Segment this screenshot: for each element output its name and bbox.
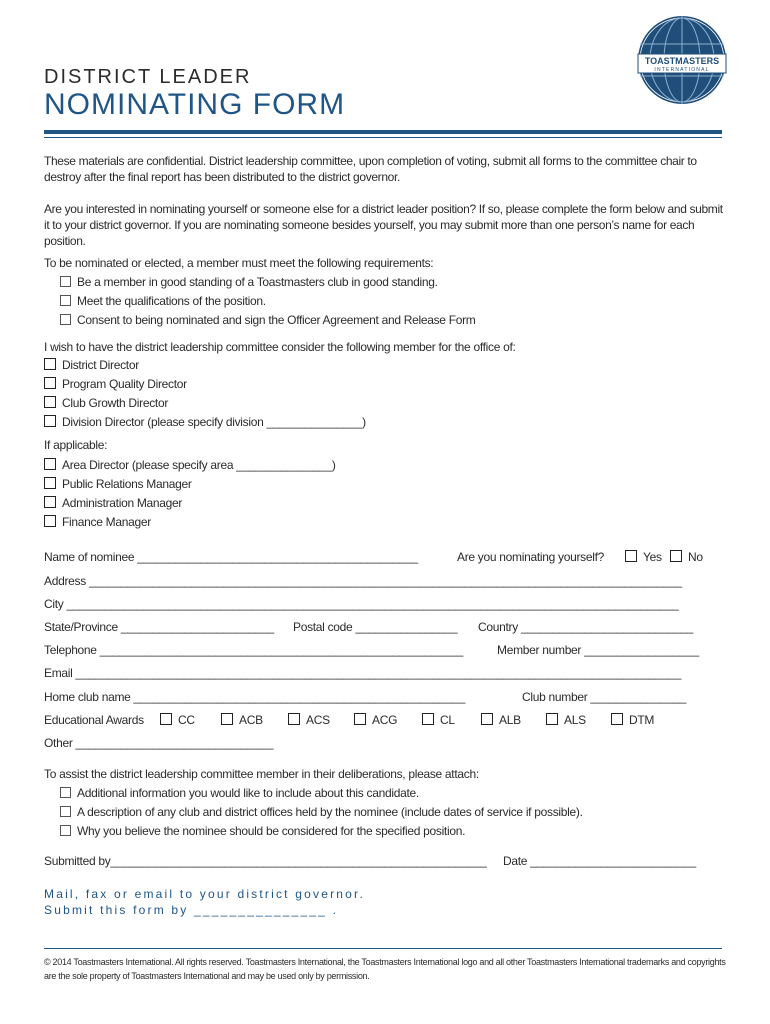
confidential-paragraph: These materials are confidential. District leadership committee, upon completion of voting, submit all forms to the committee chair to destroy after the final report has been distributed to the district governor.: [44, 154, 697, 184]
checkbox-icon[interactable]: [670, 550, 682, 562]
submit-deadline: Submit this form by _______________ .: [44, 903, 339, 917]
member-number-field[interactable]: Member number __________________: [497, 643, 699, 657]
requirement-item: Consent to being nominated and sign the Officer Agreement and Release Form: [60, 313, 476, 327]
checkbox-icon: [60, 314, 71, 325]
award-option-acg[interactable]: ACG: [354, 713, 397, 727]
office-option-district-director[interactable]: District Director: [44, 358, 139, 372]
office-option-finance-manager[interactable]: Finance Manager: [44, 515, 151, 529]
nominee-name-field[interactable]: Name of nominee ____________________________________________: [44, 550, 418, 564]
header-rule-thick: [44, 130, 722, 134]
requirement-item: Be a member in good standing of a Toastmasters club in good standing.: [60, 275, 438, 289]
offices-heading: I wish to have the district leadership committee consider the following member for the office of:: [44, 340, 516, 354]
checkbox-icon[interactable]: [44, 396, 56, 408]
toastmasters-logo: [636, 14, 728, 106]
requirement-item: Meet the qualifications of the position.: [60, 294, 266, 308]
footer-rule: [44, 948, 722, 949]
checkbox-icon[interactable]: [611, 713, 623, 725]
checkbox-icon[interactable]: [44, 415, 56, 427]
checkbox-icon: [60, 806, 71, 817]
date-field[interactable]: Date __________________________: [503, 854, 696, 868]
attach-item: A description of any club and district offices held by the nominee (include dates of service if possible).: [60, 805, 583, 819]
award-option-alb[interactable]: ALB: [481, 713, 521, 727]
checkbox-icon[interactable]: [44, 377, 56, 389]
copyright-notice: © 2014 Toastmasters International. All rights reserved. Toastmasters International, the Toastmasters International logo and all other Toastmasters International trademarks and copyrights are the sole property of Toastmasters International and may be used only by permission.: [44, 957, 726, 981]
checkbox-icon: [60, 825, 71, 836]
award-option-cl[interactable]: CL: [422, 713, 455, 727]
self-nomination-yes[interactable]: Yes: [625, 550, 662, 564]
checkbox-icon: [60, 295, 71, 306]
page-title: NOMINATING FORM: [44, 88, 346, 121]
self-nomination-no[interactable]: No: [670, 550, 703, 564]
logo-text-bottom: INTERNATIONAL: [654, 67, 710, 73]
award-option-cc[interactable]: CC: [160, 713, 195, 727]
submitted-by-field[interactable]: Submitted by___________________________________________________________: [44, 854, 487, 868]
office-option-program-quality-director[interactable]: Program Quality Director: [44, 377, 187, 391]
state-province-field[interactable]: State/Province ________________________: [44, 620, 274, 634]
other-award-field[interactable]: Other _______________________________: [44, 736, 274, 750]
checkbox-icon[interactable]: [288, 713, 300, 725]
telephone-field[interactable]: Telephone _________________________________________________________: [44, 643, 464, 657]
postal-code-field[interactable]: Postal code ________________: [293, 620, 458, 634]
checkbox-icon[interactable]: [44, 358, 56, 370]
checkbox-icon[interactable]: [422, 713, 434, 725]
mail-instruction: Mail, fax or email to your district governor.: [44, 887, 366, 901]
interest-paragraph: Are you interested in nominating yourself or someone else for a district leader position? If so, please complete the form below and submit it to your district governor. If you are nominating someone besides yourself, you may submit more than one person’s name for each position.: [44, 202, 723, 248]
office-option-administration-manager[interactable]: Administration Manager: [44, 496, 182, 510]
checkbox-icon[interactable]: [44, 496, 56, 508]
city-field[interactable]: City ________________________________________________________________________________________________: [44, 597, 679, 611]
checkbox-icon[interactable]: [354, 713, 366, 725]
club-number-field[interactable]: Club number _______________: [522, 690, 687, 704]
email-field[interactable]: Email _______________________________________________________________________________________________: [44, 666, 682, 680]
checkbox-icon[interactable]: [160, 713, 172, 725]
checkbox-icon: [60, 787, 71, 798]
attach-item: Why you believe the nominee should be considered for the specified position.: [60, 824, 465, 838]
country-field[interactable]: Country ___________________________: [478, 620, 694, 634]
office-option-division-director[interactable]: Division Director (please specify division _______________): [44, 415, 366, 429]
home-club-field[interactable]: Home club name ____________________________________________________: [44, 690, 465, 704]
office-option-public-relations-manager[interactable]: Public Relations Manager: [44, 477, 192, 491]
award-option-acs[interactable]: ACS: [288, 713, 330, 727]
attach-item: Additional information you would like to include about this candidate.: [60, 786, 419, 800]
award-option-dtm[interactable]: DTM: [611, 713, 654, 727]
award-option-als[interactable]: ALS: [546, 713, 586, 727]
checkbox-icon[interactable]: [221, 713, 233, 725]
checkbox-icon[interactable]: [625, 550, 637, 562]
header-rule-thin: [44, 137, 722, 138]
self-nomination-question: Are you nominating yourself?: [457, 550, 605, 564]
office-option-area-director[interactable]: Area Director (please specify area _______________): [44, 458, 336, 472]
award-option-acb[interactable]: ACB: [221, 713, 263, 727]
attach-heading: To assist the district leadership committee member in their deliberations, please attach:: [44, 767, 479, 781]
address-field[interactable]: Address _____________________________________________________________________________________________: [44, 574, 682, 588]
checkbox-icon[interactable]: [44, 477, 56, 489]
educational-awards-label: Educational Awards: [44, 713, 144, 727]
if-applicable-label: If applicable:: [44, 438, 108, 452]
checkbox-icon[interactable]: [44, 515, 56, 527]
logo-text-top: TOASTMASTERS: [644, 56, 720, 66]
checkbox-icon[interactable]: [481, 713, 493, 725]
checkbox-icon[interactable]: [44, 458, 56, 470]
requirements-heading: To be nominated or elected, a member must meet the following requirements:: [44, 256, 434, 270]
title-line-1: DISTRICT LEADER: [44, 66, 252, 88]
office-option-club-growth-director[interactable]: Club Growth Director: [44, 396, 168, 410]
checkbox-icon: [60, 276, 71, 287]
checkbox-icon[interactable]: [546, 713, 558, 725]
